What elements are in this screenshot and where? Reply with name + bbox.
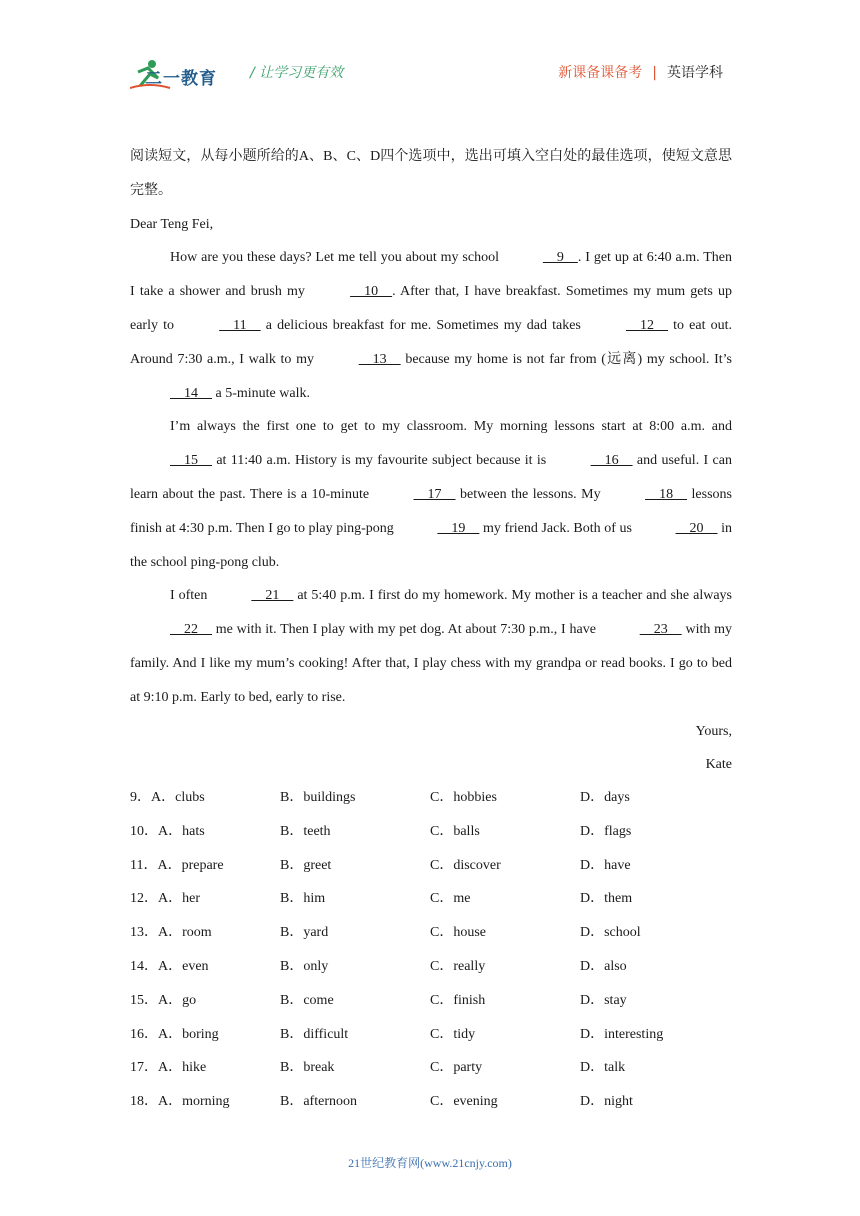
instruction: 阅读短文，从每小题所给的A、B、C、D四个选项中，选出可填入空白处的最佳选项，使短文意思完整。	[130, 149, 732, 198]
passage-text: . I get up at 6:40 a.m. Then I take a shower and brush my	[130, 250, 733, 300]
answer-blank[interactable]: 16	[590, 453, 633, 469]
option-d[interactable]: D．also	[580, 958, 627, 974]
paragraph-2	[130, 410, 732, 579]
answer-blank[interactable]: 13	[358, 351, 401, 367]
passage	[130, 140, 732, 782]
passage-text: between the lessons. My	[455, 486, 606, 502]
passage-text: because my home is not far from (远离) my school. It’s	[400, 351, 732, 367]
question-row	[130, 882, 732, 916]
slogan: / 让学习更有效	[250, 65, 344, 81]
option-a[interactable]: 9．A．clubs	[130, 790, 205, 805]
option-b[interactable]: B．yard	[280, 925, 329, 941]
option-b[interactable]: B．greet	[280, 857, 332, 873]
answer-blank[interactable]: 19	[437, 520, 480, 536]
answer-blank[interactable]: 15	[170, 453, 212, 469]
passage-text: at 11:40 a.m. History is my favourite subject because it is	[212, 453, 551, 469]
option-c[interactable]: C．house	[430, 925, 486, 941]
letter-closing: Yours,	[695, 723, 732, 739]
option-a[interactable]: 10．A．hats	[130, 823, 205, 839]
option-c[interactable]: C．tidy	[430, 1026, 476, 1042]
header-separator: |	[652, 65, 657, 81]
option-b[interactable]: B．come	[280, 992, 334, 1008]
option-a[interactable]: 14．A．even	[130, 958, 209, 974]
question-row	[130, 815, 732, 849]
answer-blank[interactable]: 17	[413, 486, 456, 502]
question-row	[130, 1085, 732, 1119]
option-d[interactable]: D．interesting	[580, 1026, 664, 1042]
option-c[interactable]: C．party	[430, 1060, 483, 1076]
answer-blank[interactable]: 14	[170, 385, 212, 401]
option-a[interactable]: 13．A．room	[130, 925, 212, 941]
option-b[interactable]: B．afternoon	[280, 1094, 357, 1110]
paragraph-1	[130, 241, 732, 410]
passage-text: with my family. And I like my mum’s cooking! After that, I play chess with my grandpa or read books. I go to bed at 9:10 p.m. Early to bed, early to rise.	[130, 622, 733, 705]
answer-blank[interactable]: 23	[639, 622, 682, 638]
answer-blank[interactable]: 21	[251, 588, 294, 604]
option-a[interactable]: 12．A．her	[130, 891, 200, 907]
option-a[interactable]: 17．A．hike	[130, 1060, 207, 1076]
passage-text: my friend Jack. Both of us	[479, 520, 636, 536]
question-row	[130, 1051, 732, 1085]
option-c[interactable]: C．discover	[430, 857, 501, 873]
passage-text: in the school ping-pong club.	[130, 520, 733, 570]
paragraph-3	[130, 579, 732, 714]
option-b[interactable]: B．only	[280, 958, 329, 974]
options-list	[130, 781, 732, 1119]
passage-text: a 5-minute walk.	[212, 385, 310, 401]
option-a[interactable]: 11．A．prepare	[130, 857, 224, 873]
option-c[interactable]: C．finish	[430, 992, 486, 1008]
option-c[interactable]: C．really	[430, 958, 486, 974]
page-header	[0, 0, 860, 110]
option-d[interactable]: D．stay	[580, 992, 627, 1008]
option-a[interactable]: 18．A．morning	[130, 1094, 230, 1110]
option-d[interactable]: D．have	[580, 857, 631, 873]
passage-text: me with it. Then I play with my pet dog. At about 7:30 p.m., I have	[212, 622, 600, 638]
answer-blank[interactable]: 9	[542, 250, 578, 266]
option-b[interactable]: B．buildings	[280, 790, 356, 805]
passage-text: lessons finish at 4:30 p.m. Then I go to play ping-pong	[130, 486, 732, 536]
option-d[interactable]: D．night	[580, 1094, 633, 1110]
answer-blank[interactable]: 12	[626, 317, 668, 333]
answer-blank[interactable]: 10	[350, 284, 393, 300]
passage-text: a delicious breakfast for me. Sometimes my dad takes	[260, 317, 586, 333]
page-footer: 21世纪教育网(www.21cnjy.com)	[348, 1156, 512, 1170]
option-a[interactable]: 15．A．go	[130, 992, 197, 1008]
option-d[interactable]: D．talk	[580, 1060, 626, 1076]
answer-blank[interactable]: 18	[645, 486, 688, 502]
letter-signature: Kate	[705, 757, 732, 773]
option-d[interactable]: D．days	[580, 790, 630, 805]
brand-name: 二一教育	[145, 69, 217, 89]
option-b[interactable]: B．difficult	[280, 1026, 349, 1042]
option-c[interactable]: C．evening	[430, 1094, 498, 1110]
passage-text: How are you these days? Let me tell you about my school	[170, 250, 503, 266]
option-d[interactable]: D．flags	[580, 823, 632, 839]
option-c[interactable]: C．hobbies	[430, 790, 497, 805]
passage-text: I’m always the first one to get to my classroom. My morning lessons start at 8:00 a.m. and	[170, 419, 732, 435]
option-d[interactable]: D．them	[580, 891, 633, 907]
answer-blank[interactable]: 22	[170, 622, 212, 638]
question-row	[130, 1018, 732, 1052]
option-c[interactable]: C．me	[430, 891, 471, 907]
passage-text: . After that, I have breakfast. Sometimes my mum gets up early to	[130, 284, 733, 333]
option-d[interactable]: D．school	[580, 925, 641, 941]
option-a[interactable]: 16．A．boring	[130, 1026, 219, 1042]
question-row	[130, 984, 732, 1018]
passage-text: I often	[170, 588, 212, 604]
answer-blank[interactable]: 20	[675, 520, 718, 536]
option-c[interactable]: C．balls	[430, 823, 480, 839]
question-row	[130, 781, 732, 815]
question-row	[130, 916, 732, 950]
question-row	[130, 849, 732, 883]
answer-blank[interactable]: 11	[219, 317, 261, 333]
letter-greeting: Dear Teng Fei,	[130, 216, 214, 232]
option-b[interactable]: B．break	[280, 1060, 335, 1076]
subject-name: 英语学科	[667, 65, 723, 81]
subject-tag: 新课备课备考	[558, 65, 643, 81]
option-b[interactable]: B．him	[280, 891, 326, 907]
passage-text: and useful. I can learn about the past. There is a 10-minute	[130, 453, 732, 502]
passage-text: at 5:40 p.m. I first do my homework. My mother is a teacher and she always	[293, 588, 732, 604]
option-b[interactable]: B．teeth	[280, 823, 331, 839]
passage-text: to eat out. Around 7:30 a.m., I walk to my	[130, 317, 732, 367]
subject-header	[558, 62, 723, 82]
question-row	[130, 950, 732, 984]
